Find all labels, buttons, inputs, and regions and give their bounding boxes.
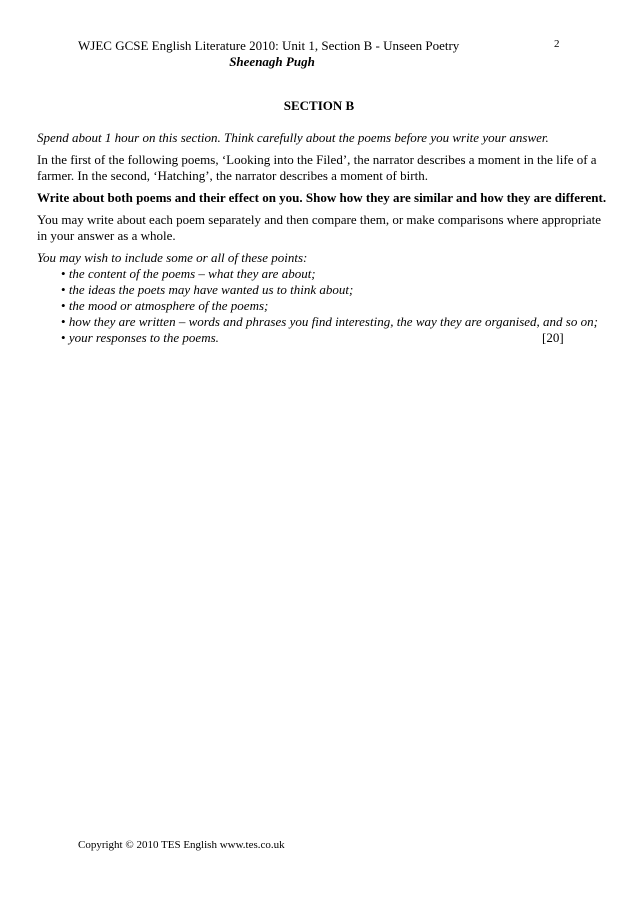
list-item: • the mood or atmosphere of the poems;	[61, 298, 269, 313]
bullet-glyph: •	[61, 298, 66, 313]
task-statement: Write about both poems and their effect on you. Show how they are similar and how they are different.	[37, 190, 607, 205]
page-number: 2	[554, 38, 560, 50]
list-item: • how they are written – words and phrases you find interesting, the way they are organised, and so on;	[61, 314, 598, 329]
time-instruction: Spend about 1 hour on this section. Think carefully about the poems before you write your answer.	[37, 130, 549, 145]
bullet-glyph: •	[61, 330, 66, 345]
points-intro: You may wish to include some or all of these points:	[37, 250, 308, 265]
points-list	[37, 266, 607, 346]
section-title: SECTION B	[283, 98, 355, 113]
header-title: WJEC GCSE English Literature 2010: Unit 1, Section B - Unseen Poetry	[78, 38, 460, 53]
header-author: Sheenagh Pugh	[229, 54, 315, 69]
intro-paragraph: In the first of the following poems, ‘Looking into the Filed’, the narrator describes a moment in the life of a farmer. In the second, ‘Hatching’, the narrator describes a moment of birth.	[37, 152, 597, 183]
bullet-glyph: •	[61, 282, 66, 297]
method-paragraph: You may write about each poem separately and then compare them, or make comparisons where appropriate in your answer as a whole.	[37, 212, 601, 243]
footer-copyright: Copyright © 2010 TES English www.tes.co.uk	[78, 839, 285, 851]
list-item: • the content of the poems – what they are about;	[61, 266, 316, 281]
points-block	[37, 250, 607, 346]
list-item: • the ideas the poets may have wanted us to think about;	[61, 282, 354, 297]
question-body	[37, 130, 607, 346]
list-item: • your responses to the poems. [20]	[61, 330, 564, 345]
bullet-glyph: •	[61, 314, 66, 329]
bullet-glyph: •	[61, 266, 66, 281]
marks-label: [20]	[542, 330, 564, 345]
